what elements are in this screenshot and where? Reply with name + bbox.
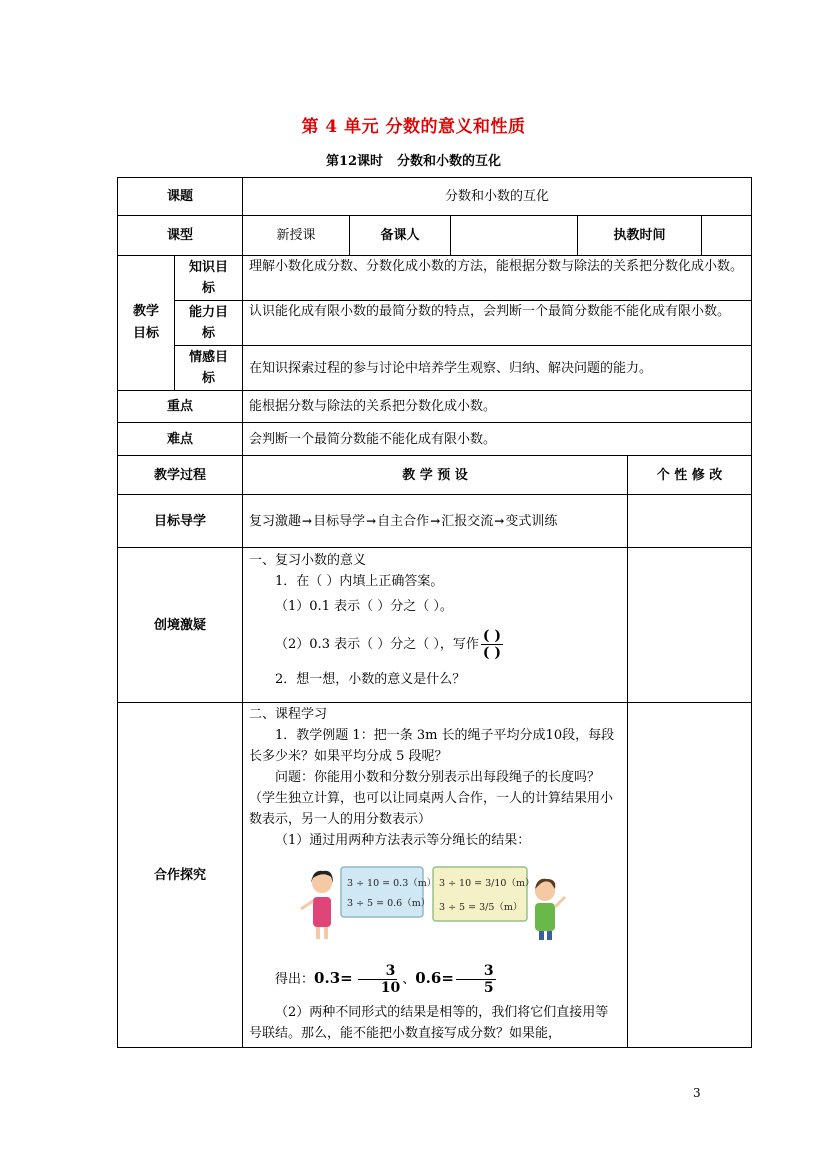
arrow-right-icon: → — [302, 513, 313, 528]
guide-label: 目标导学 — [118, 495, 243, 548]
preparer-label: 备课人 — [350, 216, 451, 256]
fraction-numerator: ( ) — [482, 628, 501, 644]
explore-content — [243, 703, 628, 1048]
emotion-goal-text: 在知识探索过程的参与讨论中培养学生观察、归纳、解决问题的能力。 — [243, 346, 752, 391]
explore-result — [249, 956, 621, 1002]
explore-paragraph: 问题：你能用小数和分数分别表示出每段绳子的长度吗？（学生独立计算，也可以让同桌两人合作，一人的计算结果用小数表示，另一人的用分数表示） — [249, 770, 614, 827]
type-label: 课型 — [118, 216, 243, 256]
guide-personal — [628, 495, 752, 548]
blank-fraction — [481, 628, 503, 661]
stimulus-personal — [628, 548, 752, 703]
guide-step: 复习激趣 — [249, 513, 302, 529]
separator: 、 — [402, 972, 416, 987]
arrow-right-icon: → — [366, 513, 377, 528]
difficulty-label: 难点 — [118, 423, 243, 456]
fraction-denominator: 10 — [380, 980, 401, 996]
explore-paragraph: （2）两种不同形式的结果是相等的，我们将它们直接用等号联结。那么，能不能把小数直接写成分数？如果能， — [249, 1005, 609, 1041]
fraction-numerator: 3 — [456, 963, 496, 980]
stimulus-content — [243, 548, 628, 703]
arrow-right-icon: → — [430, 513, 441, 528]
unit-title: 第 4 单元 分数的意义和性质 — [301, 117, 526, 137]
stimulus-item — [249, 625, 621, 665]
equation-decimal: 0.6 — [415, 969, 442, 987]
explore-heading: 二、课程学习 — [249, 707, 328, 722]
fraction-denominator: 5 — [483, 980, 494, 996]
guide-step: 自主合作 — [377, 513, 430, 529]
guide-step: 目标导学 — [313, 513, 366, 529]
equals-sign: = — [441, 969, 454, 987]
explore-label: 合作探究 — [118, 703, 243, 1048]
result-prefix: 得出： — [275, 972, 315, 987]
knowledge-goal-label: 知识目标 — [175, 256, 243, 301]
equals-sign: = — [340, 969, 353, 987]
topic-label: 课题 — [118, 178, 243, 216]
stimulus-item: 1．在（ ）内填上正确答案。 — [275, 574, 444, 589]
equation-fraction — [456, 963, 496, 996]
explore-personal — [628, 703, 752, 1048]
fraction-denominator: ( ) — [482, 645, 501, 661]
knowledge-goal-text: 理解小数化成分数、分数化成小数的方法，能根据分数与除法的关系把分数化成小数。 — [243, 256, 752, 301]
stimulus-label: 创境激疑 — [118, 548, 243, 703]
board-left-line: 3 ÷ 5 = 0.6（m） — [347, 898, 431, 909]
boy-figure — [535, 879, 565, 940]
key-text: 能根据分数与除法的关系把分数化成小数。 — [243, 391, 752, 423]
preparer-value — [451, 216, 578, 256]
guide-step: 变式训练 — [505, 513, 558, 529]
stimulus-item-text: （2）0.3 表示（ ）分之（ ），写作 — [275, 637, 479, 652]
key-label: 重点 — [118, 391, 243, 423]
lesson-subtitle — [0, 150, 827, 169]
lesson-topic: 分数和小数的互化 — [397, 154, 502, 169]
ability-goal-label: 能力目标 — [175, 301, 243, 346]
board-left-line: 3 ÷ 10 = 0.3（m） — [347, 878, 437, 889]
ability-goal-text: 认识能化成有限小数的最简分数的特点，会判断一个最简分数能不能化成有限小数。 — [243, 301, 752, 346]
equation-fraction — [355, 963, 400, 996]
goals-label: 教学目标 — [118, 256, 175, 391]
stimulus-heading: 一、复习小数的意义 — [249, 553, 367, 568]
preset-label: 教 学 预 设 — [243, 456, 628, 495]
explore-paragraph: （1）通过用两种方法表示等分绳长的结果： — [275, 833, 531, 848]
lesson-number: 第12课时 — [325, 154, 384, 169]
arrow-right-icon: → — [494, 513, 505, 528]
time-label: 执教时间 — [578, 216, 702, 256]
fraction-numerator: 3 — [358, 963, 398, 980]
personal-label: 个 性 修 改 — [628, 456, 752, 495]
emotion-goal-label: 情感目标 — [175, 346, 243, 391]
stimulus-item: 2．想一想，小数的意义是什么？ — [275, 672, 466, 687]
lesson-plan-table — [117, 177, 752, 1048]
page-number: 3 — [693, 1086, 701, 1100]
guide-steps — [243, 495, 628, 548]
explore-paragraph: 1．教学例题 1：把一条 3m 长的绳子平均分成10段，每段长多少米？如果平均分成 5 段呢？ — [249, 728, 615, 764]
topic-value: 分数和小数的互化 — [243, 178, 752, 216]
stimulus-item: （1）0.1 表示（ ）分之（ ）。 — [275, 599, 453, 614]
process-label: 教学过程 — [118, 456, 243, 495]
type-value: 新授课 — [243, 216, 350, 256]
equation-decimal: 0.3 — [314, 969, 341, 987]
guide-step: 汇报交流 — [441, 513, 494, 529]
girl-figure — [301, 871, 333, 939]
time-value — [702, 216, 752, 256]
board-right-line: 3 ÷ 10 = 3/10（m） — [439, 878, 535, 889]
difficulty-text: 会判断一个最简分数能不能化成有限小数。 — [243, 423, 752, 456]
students-illustration — [299, 861, 569, 941]
board-right-line: 3 ÷ 5 = 3/5（m） — [439, 902, 523, 913]
